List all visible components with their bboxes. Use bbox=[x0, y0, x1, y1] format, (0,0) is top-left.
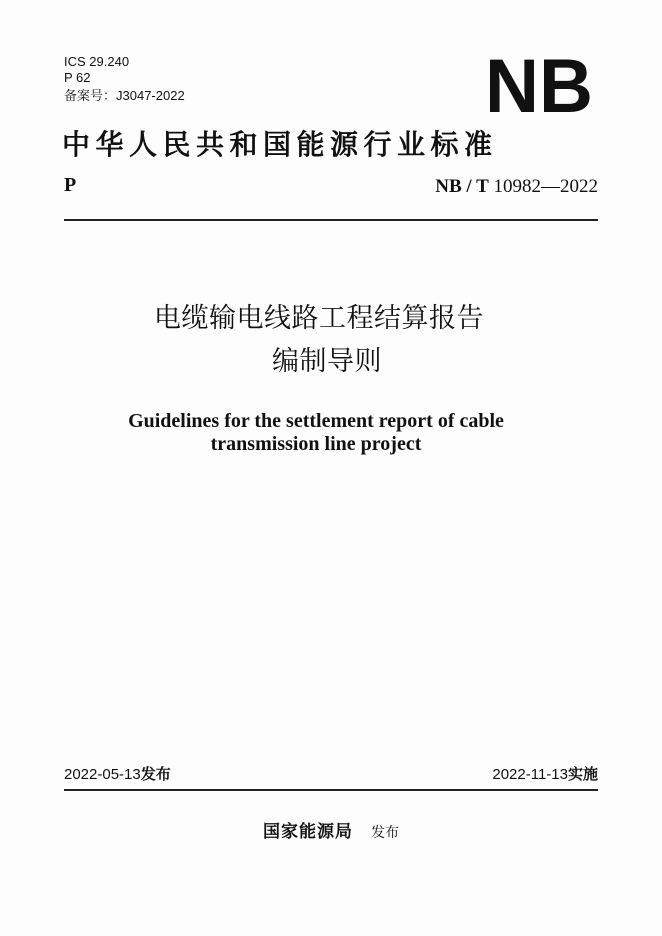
ics-code: ICS 29.240 bbox=[64, 54, 130, 69]
standard-code: 10982—2022 bbox=[493, 176, 598, 197]
implementation-date-value: 2022-11-13 bbox=[492, 766, 568, 783]
issuer-title: 中华人民共和国能源行业标准 bbox=[62, 128, 498, 161]
standard-classification: P bbox=[64, 174, 77, 196]
svg-text:NB: NB bbox=[485, 50, 593, 120]
publisher-action: 发布 bbox=[371, 825, 399, 841]
title-cn-line2: 编制导则 bbox=[272, 346, 382, 377]
standard-number bbox=[435, 176, 598, 198]
title-en-line1: Guidelines for the settlement report of cable bbox=[128, 410, 504, 432]
nb-logo bbox=[484, 50, 594, 120]
issue-date bbox=[64, 766, 171, 784]
title-en-line2: transmission line project bbox=[210, 433, 422, 455]
ccs-code: P 62 bbox=[64, 70, 91, 85]
implementation-date bbox=[492, 766, 598, 784]
top-divider bbox=[64, 219, 598, 221]
issue-date-value: 2022-05-13 bbox=[64, 766, 141, 783]
publisher-name: 国家能源局 bbox=[263, 822, 353, 842]
bottom-divider bbox=[64, 789, 598, 791]
implementation-date-label: 实施 bbox=[567, 766, 598, 783]
filing-number: 备案号：J3047-2022 bbox=[64, 88, 185, 103]
issue-date-label: 发布 bbox=[140, 766, 171, 783]
title-cn-line1: 电缆输电线路工程结算报告 bbox=[154, 303, 484, 334]
standard-prefix: NB / T bbox=[435, 176, 489, 197]
publisher bbox=[0, 822, 662, 843]
